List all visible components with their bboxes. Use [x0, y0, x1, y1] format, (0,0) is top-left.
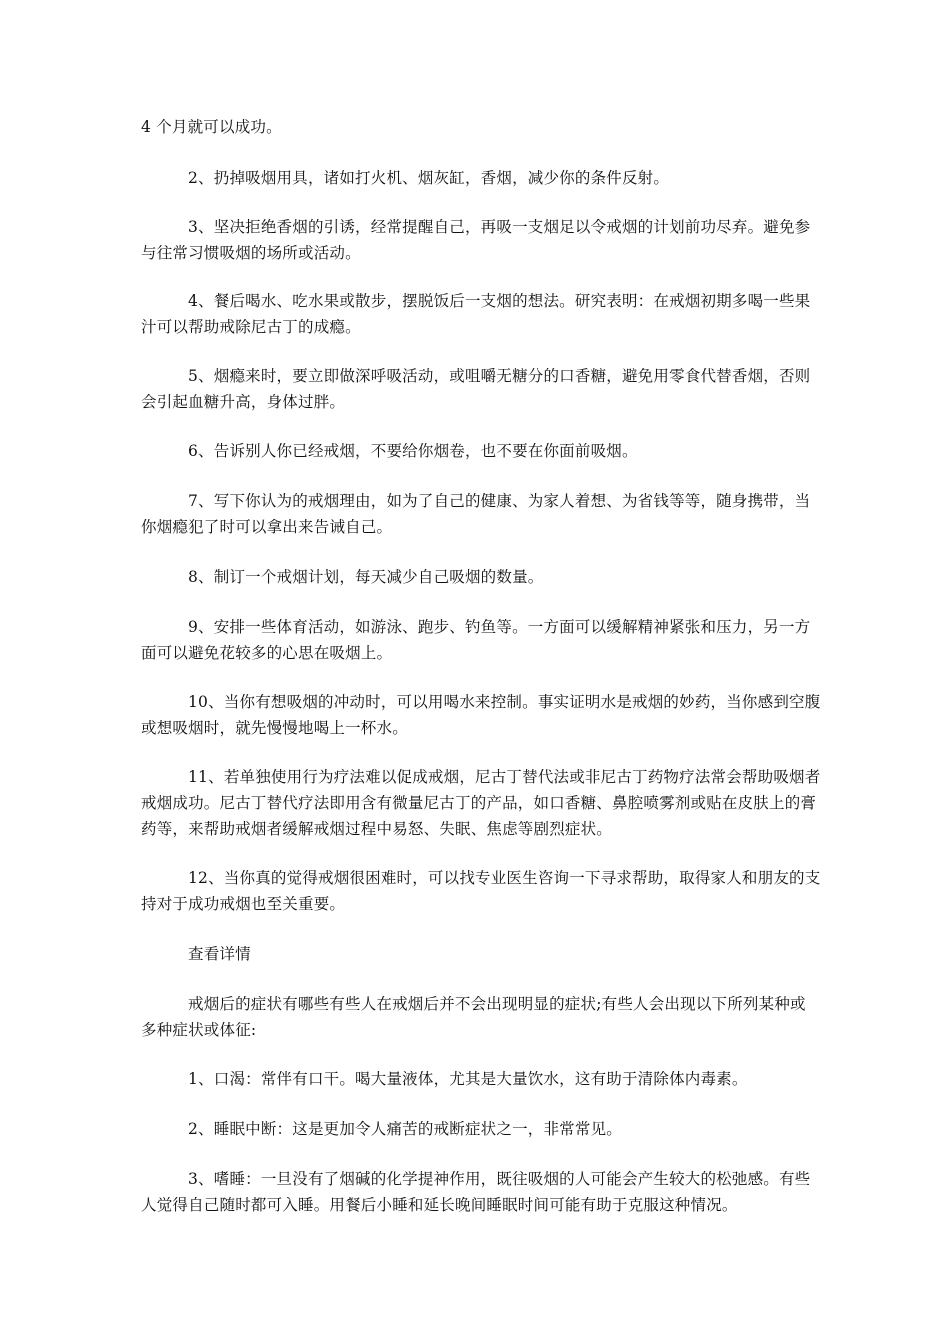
paragraph-tip-12: 12、当你真的觉得戒烟很困难时，可以找专业医生咨询一下寻求帮助，取得家人和朋友的支持对于成功戒烟也至关重要。 — [141, 869, 821, 913]
paragraph-continuation: 4 个月就可以成功。 — [141, 118, 282, 136]
paragraph-tip-7: 7、写下你认为的戒烟理由，如为了自己的健康、为家人着想、为省钱等等，随身携带，当你烟瘾犯了时可以拿出来告诫自己。 — [141, 492, 811, 536]
paragraph-symptom-1: 1、口渴：常伴有口干。喝大量液体，尤其是大量饮水，这有助于清除体内毒素。 — [188, 1070, 748, 1088]
paragraph-tip-4: 4、餐后喝水、吃水果或散步，摆脱饭后一支烟的想法。研究表明：在戒烟初期多喝一些果汁可以帮助戒除尼古丁的成瘾。 — [141, 292, 811, 336]
paragraph-tip-9: 9、安排一些体育活动，如游泳、跑步、钓鱼等。一方面可以缓解精神紧张和压力，另一方面可以避免花较多的心思在吸烟上。 — [141, 618, 811, 662]
paragraph-tip-2: 2、扔掉吸烟用具，诸如打火机、烟灰缸，香烟，减少你的条件反射。 — [188, 169, 670, 187]
paragraph-tip-11: 11、若单独使用行为疗法难以促成戒烟，尼古丁替代法或非尼古丁药物疗法常会帮助吸烟者戒烟成功。尼古丁替代疗法即用含有微量尼古丁的产品，如口香糖、鼻腔喷雾剂或贴在皮肤上的膏药等，来帮助戒烟者缓解戒烟过程中易怒、失眠、焦虑等剧烈症状。 — [141, 768, 821, 838]
paragraph-tip-5: 5、烟瘾来时，要立即做深呼吸活动，或咀嚼无糖分的口香糖，避免用零食代替香烟，否则会引起血糖升高，身体过胖。 — [141, 367, 811, 411]
paragraph-tip-6: 6、告诉别人你已经戒烟，不要给你烟卷，也不要在你面前吸烟。 — [188, 442, 638, 460]
paragraph-symptom-3: 3、嗜睡：一旦没有了烟碱的化学提神作用，既往吸烟的人可能会产生较大的松弛感。有些人觉得自己随时都可入睡。用餐后小睡和延长晚间睡眠时间可能有助于克服这种情况。 — [141, 1170, 811, 1214]
paragraph-symptom-2: 2、睡眠中断：这是更加令人痛苦的戒断症状之一，非常常见。 — [188, 1120, 622, 1138]
paragraph-tip-8: 8、制订一个戒烟计划，每天减少自己吸烟的数量。 — [188, 568, 544, 586]
paragraph-symptoms-intro: 戒烟后的症状有哪些有些人在戒烟后并不会出现明显的症状;有些人会出现以下所列某种或多种症状或体征: — [141, 995, 806, 1039]
view-details-text: 查看详情 — [188, 945, 251, 963]
paragraph-tip-10: 10、当你有想吸烟的冲动时，可以用喝水来控制。事实证明水是戒烟的妙药，当你感到空腹或想吸烟时，就先慢慢地喝上一杯水。 — [141, 693, 821, 737]
paragraph-tip-3: 3、坚决拒绝香烟的引诱，经常提醒自己，再吸一支烟足以令戒烟的计划前功尽弃。避免参与往常习惯吸烟的场所或活动。 — [141, 218, 811, 262]
